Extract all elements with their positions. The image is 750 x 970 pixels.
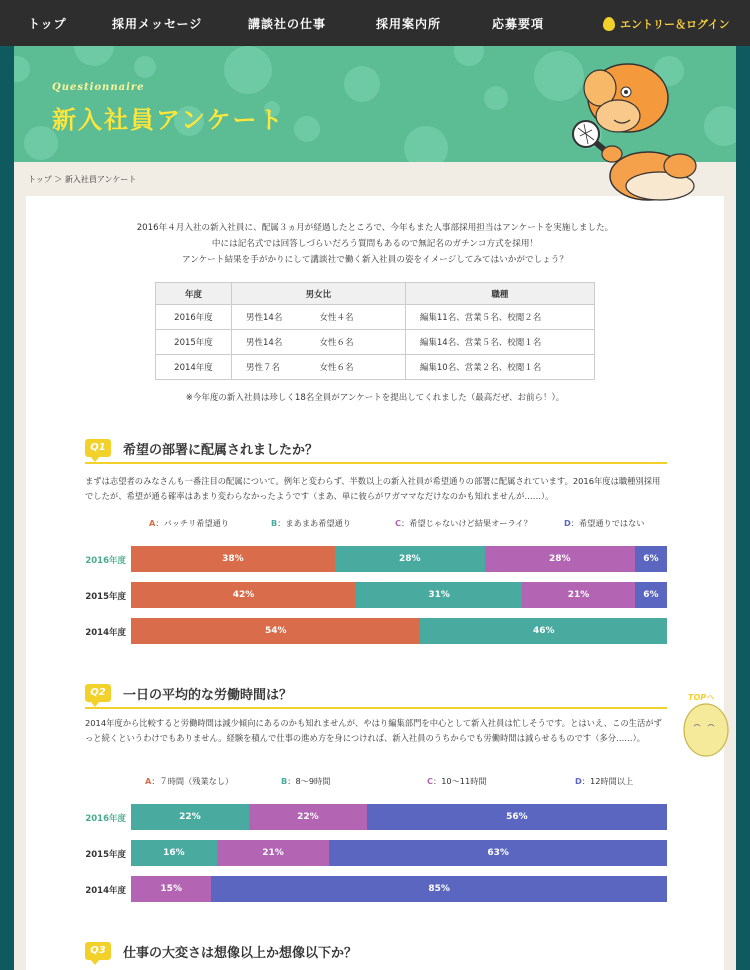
chart-bar-segment: 28% bbox=[335, 546, 485, 572]
table-cell: 編集10名、営業２名、校閲１名 bbox=[405, 355, 594, 380]
legend-key: C bbox=[395, 518, 402, 528]
table-row bbox=[156, 330, 595, 355]
table-header-row bbox=[156, 283, 595, 305]
entry-login-link[interactable] bbox=[603, 16, 729, 32]
legend-key: B bbox=[281, 776, 288, 786]
intro-line: 中には記名式では回答しづらいだろう質問もあるので無記名のガチンコ方式を採用！ bbox=[211, 239, 539, 249]
table-row bbox=[156, 355, 595, 380]
q1-header bbox=[85, 437, 667, 465]
legend-key: D bbox=[564, 518, 571, 528]
q2-underline bbox=[85, 707, 667, 709]
chart-bar-segment: 38% bbox=[131, 546, 335, 572]
chart-bar-segment: 56% bbox=[367, 804, 667, 830]
legend-label: ：12時間以上 bbox=[581, 776, 634, 786]
breadcrumb: トップ ＞ 新入社員アンケート bbox=[28, 175, 137, 184]
legend-key: D bbox=[575, 776, 582, 786]
chart-bar-segment: 85% bbox=[211, 876, 667, 902]
legend-label: ：バッチリ希望通り bbox=[155, 518, 230, 528]
chart-bar-segment: 46% bbox=[420, 618, 667, 644]
q3-header bbox=[85, 940, 667, 968]
intro-text bbox=[26, 220, 724, 268]
table-cell: 男性14名 bbox=[232, 330, 306, 355]
chart-bar-segment: 6% bbox=[635, 546, 667, 572]
table-cell: 女性６名 bbox=[306, 355, 406, 380]
top-nav bbox=[0, 0, 750, 46]
legend-label: ：まあまあ希望通り bbox=[277, 518, 351, 528]
legend-item bbox=[145, 776, 233, 787]
q1-description: まずは志望者のみなさんも一番注目の配属について。例年と変わらず、半数以上の新入社員が希望通りの部署に配属されています。2016年度は職種別採用でしたが、希望が通る確率はあまり変わらなかったようです（まあ、単に彼らがワガママなだけなのかも知れませんが……）。 bbox=[85, 476, 661, 501]
nav-item-message[interactable]: 採用メッセージ bbox=[112, 17, 203, 31]
chart-bar-row bbox=[131, 876, 667, 902]
chart-year-label: 2014年度 bbox=[85, 628, 126, 638]
table-cell: 2015年度 bbox=[156, 330, 232, 355]
legend-item bbox=[395, 518, 532, 529]
chart-bar-row bbox=[131, 840, 667, 866]
q3-title: 仕事の大変さは想像以上か想像以下か？ bbox=[123, 946, 358, 961]
q3-badge: Q3 bbox=[85, 942, 111, 960]
chart-bar-segment: 6% bbox=[635, 582, 667, 608]
legend-label: ：希望通りではない bbox=[570, 518, 645, 528]
q2-badge: Q2 bbox=[85, 684, 111, 702]
nav-item-requirements[interactable]: 応募要項 bbox=[492, 17, 545, 31]
table-header: 男女比 bbox=[232, 283, 406, 305]
mascot-illustration bbox=[570, 58, 720, 208]
legend-item bbox=[281, 776, 330, 787]
q2-description: 2014年度から比較すると労働時間は減少傾向にあるのかも知れませんが、やはり編集部門を中心として新入社員は忙しそうです。とはいえ、この生活がずっと続くというわけでもありません。経験を積んで仕事の進め方を身につければ、新入社員のうちからでも労働時間は減らせるものです（多分……）。 bbox=[85, 718, 662, 743]
table-cell: 女性６名 bbox=[306, 330, 406, 355]
table-cell: 編集11名、営業５名、校閲２名 bbox=[405, 305, 594, 330]
chart-bar-segment: 21% bbox=[217, 840, 330, 866]
table-cell: 2014年度 bbox=[156, 355, 232, 380]
q1-badge: Q1 bbox=[85, 439, 111, 457]
legend-key: B bbox=[271, 518, 278, 528]
chart-bar-row bbox=[131, 582, 667, 608]
hero-subtitle: Questionnaire bbox=[52, 82, 145, 93]
chart-bar-segment: 31% bbox=[356, 582, 522, 608]
nav-item-work[interactable]: 講談社の仕事 bbox=[248, 17, 327, 31]
legend-label: ：７時間（残業なし） bbox=[151, 776, 234, 786]
q1-legend bbox=[131, 518, 667, 534]
chart-year-label: 2015年度 bbox=[85, 592, 126, 602]
chart-bar-segment: 28% bbox=[485, 546, 635, 572]
q2-legend bbox=[131, 776, 667, 792]
table-cell: 女性４名 bbox=[306, 305, 406, 330]
intro-line: アンケート結果を手がかりにして講談社で働く新入社員の姿をイメージしてみてはいかがでしょう？ bbox=[182, 255, 568, 265]
table-cell: 男性14名 bbox=[232, 305, 306, 330]
legend-item bbox=[271, 518, 351, 529]
table-cell: 男性７名 bbox=[232, 355, 306, 380]
legend-item bbox=[149, 518, 229, 529]
legend-item bbox=[564, 518, 645, 529]
legend-item bbox=[427, 776, 487, 787]
q2-title: 一日の平均的な労働時間は？ bbox=[123, 688, 293, 703]
legend-label: ：8～9時間 bbox=[287, 776, 331, 786]
chart-bar-row bbox=[131, 618, 667, 644]
stats-table bbox=[155, 282, 595, 380]
chart-year-label: 2016年度 bbox=[85, 556, 126, 566]
chart-bar-segment: 16% bbox=[131, 840, 217, 866]
egg-icon bbox=[603, 17, 615, 31]
chart-year-label: 2016年度 bbox=[85, 814, 126, 824]
table-header: 年度 bbox=[156, 283, 232, 305]
table-cell: 編集14名、営業５名、校閲１名 bbox=[405, 330, 594, 355]
table-header: 職種 bbox=[405, 283, 594, 305]
nav-item-top[interactable]: トップ bbox=[28, 17, 67, 31]
intro-line: 2016年４月入社の新入社員に、配属３ヵ月が経過したところで、今年もまた人事部採用担当はアンケートを実施しました。 bbox=[136, 223, 614, 233]
page-title: 新入社員アンケート bbox=[52, 106, 285, 134]
q1-title: 希望の部署に配属されましたか？ bbox=[123, 443, 319, 458]
chart-year-label: 2014年度 bbox=[85, 886, 126, 896]
legend-item bbox=[575, 776, 633, 787]
chart-bar-segment: 42% bbox=[131, 582, 356, 608]
legend-key: C bbox=[427, 776, 434, 786]
table-note: ※今年度の新入社員は珍しく18名全員がアンケートを提出してくれました（最高だぜ、お前ら！）。 bbox=[185, 393, 565, 403]
back-to-top-button[interactable] bbox=[678, 690, 738, 760]
nav-item-guide[interactable]: 採用案内所 bbox=[376, 17, 442, 31]
q2-header bbox=[85, 682, 667, 710]
chart-bar-segment: 21% bbox=[522, 582, 635, 608]
table-row bbox=[156, 305, 595, 330]
chart-bar-segment: 22% bbox=[249, 804, 367, 830]
legend-key: A bbox=[145, 776, 152, 786]
chart-bar-segment: 22% bbox=[131, 804, 249, 830]
legend-label: ：10～11時間 bbox=[433, 776, 487, 786]
chart-year-label: 2015年度 bbox=[85, 850, 126, 860]
back-to-top-label: TOPへ bbox=[688, 693, 715, 702]
legend-label: ：希望じゃないけど結果オーライ？ bbox=[401, 518, 532, 528]
entry-login-label: エントリー＆ログイン bbox=[620, 18, 730, 31]
table-cell: 2016年度 bbox=[156, 305, 232, 330]
chart-bar-row bbox=[131, 546, 667, 572]
chart-bar-segment: 63% bbox=[329, 840, 667, 866]
chart-bar-segment: 15% bbox=[131, 876, 211, 902]
chart-bar-segment: 54% bbox=[131, 618, 420, 644]
chart-bar-row bbox=[131, 804, 667, 830]
q1-underline bbox=[85, 462, 667, 464]
legend-key: A bbox=[149, 518, 156, 528]
